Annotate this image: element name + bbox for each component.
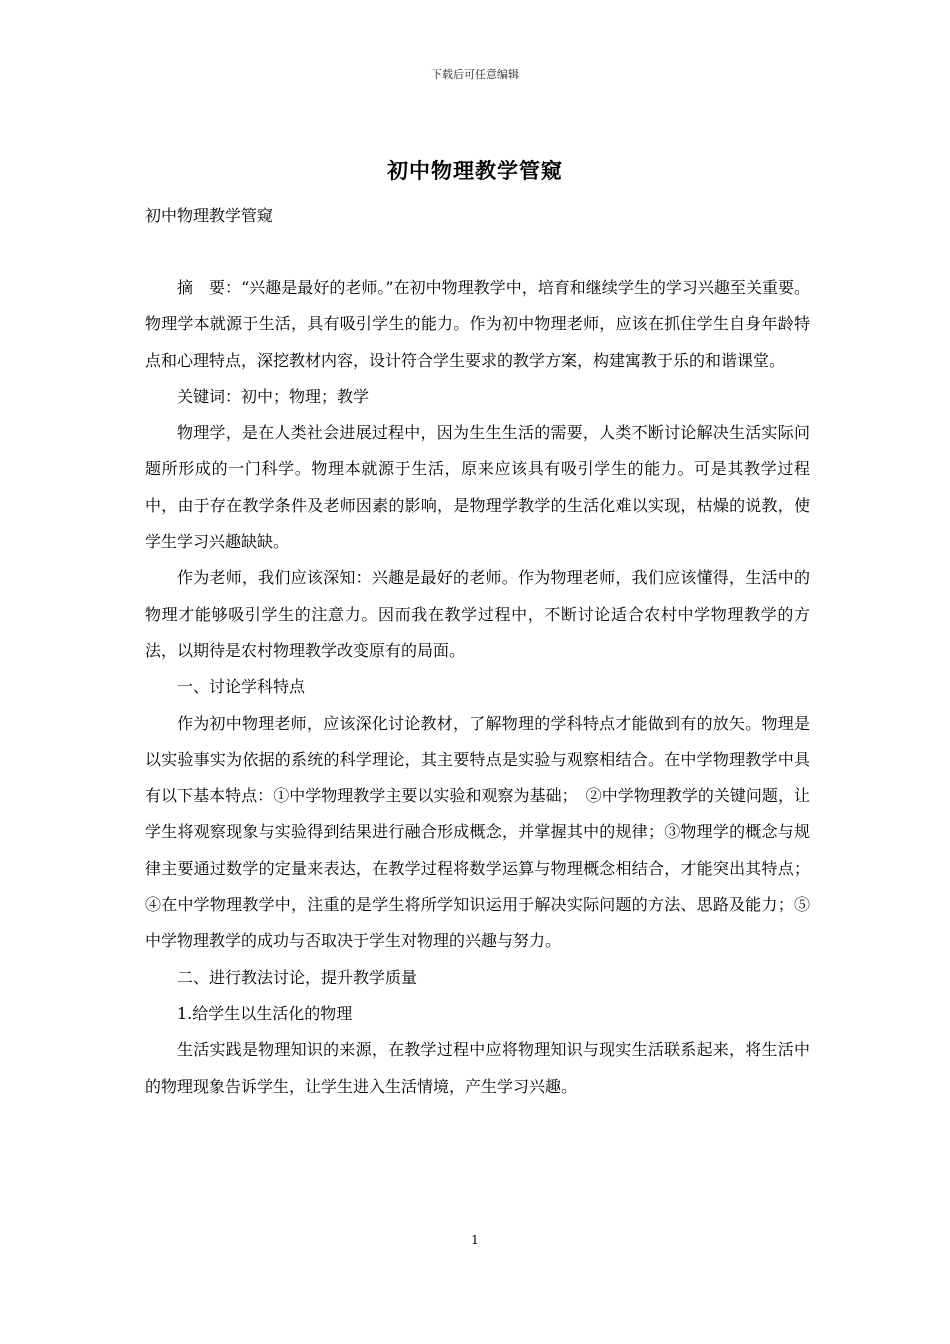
subsection-heading: 1.给学生以生活化的物理	[177, 1003, 353, 1023]
page-number: 1	[471, 1233, 479, 1247]
document-body	[145, 270, 810, 1105]
body-paragraph: 生活实践是物理知识的来源，在教学过程中应将物理知识与现实生活联系起来，将生活中的物理现象告诉学生，让学生进入生活情境，产生学习兴趣。	[145, 1040, 810, 1096]
section-heading: 一、讨论学科特点	[177, 677, 306, 697]
body-paragraph: 作为老师，我们应该深知：兴趣是最好的老师。作为物理老师，我们应该懂得，生活中的物理才能够吸引学生的注意力。因而我在教学过程中，不断讨论适合农村中学物理教学的方法，以期待是农村物理教学改变原有的局面。	[145, 568, 810, 660]
document-subtitle: 初中物理教学管窥	[145, 206, 274, 225]
section-heading: 二、进行教法讨论，提升教学质量	[177, 967, 418, 987]
document-title: 初中物理教学管窥	[387, 158, 563, 183]
page-header: 下载后可任意编辑	[431, 68, 519, 81]
body-paragraph: 作为初中物理老师，应该深化讨论教材，了解物理的学科特点才能做到有的放矢。物理是以实验事实为依据的系统的科学理论，其主要特点是实验与观察相结合。在中学物理教学中具有以下基本特点：①中学物理教学主要以实验和观察为基础； ②中学物理教学的关键问题，让学生将观察现象与实验得到结果进行融合形成概念，并掌握其中的规律；③物理学的概念与规律主要通过数学的定量来表达，在教学过程将数学运算与物理概念相结合，才能突出其特点；④在中学物理教学中，注重的是学生将所学知识运用于解决实际问题的方法、思路及能力；⑤中学物理教学的成功与否取决于学生对物理的兴趣与努力。	[145, 713, 810, 951]
keywords-paragraph: 关键词：初中；物理；教学	[177, 386, 370, 406]
abstract-paragraph: 摘 要：“兴趣是最好的老师。”在初中物理教学中，培育和继续学生的学习兴趣至关重要。物理学本就源于生活，具有吸引学生的能力。作为初中物理老师，应该在抓住学生自身年龄特点和心理特点，深挖教材内容，设计符合学生要求的教学方案，构建寓教于乐的和谐课堂。	[145, 278, 810, 370]
body-paragraph: 物理学，是在人类社会进展过程中，因为生生生活的需要，人类不断讨论解决生活实际问题所形成的一门科学。物理本就源于生活，原来应该具有吸引学生的能力。可是其教学过程中，由于存在教学条件及老师因素的影响，是物理学教学的生活化难以实现，枯燥的说教，使学生学习兴趣缺缺。	[145, 423, 810, 552]
